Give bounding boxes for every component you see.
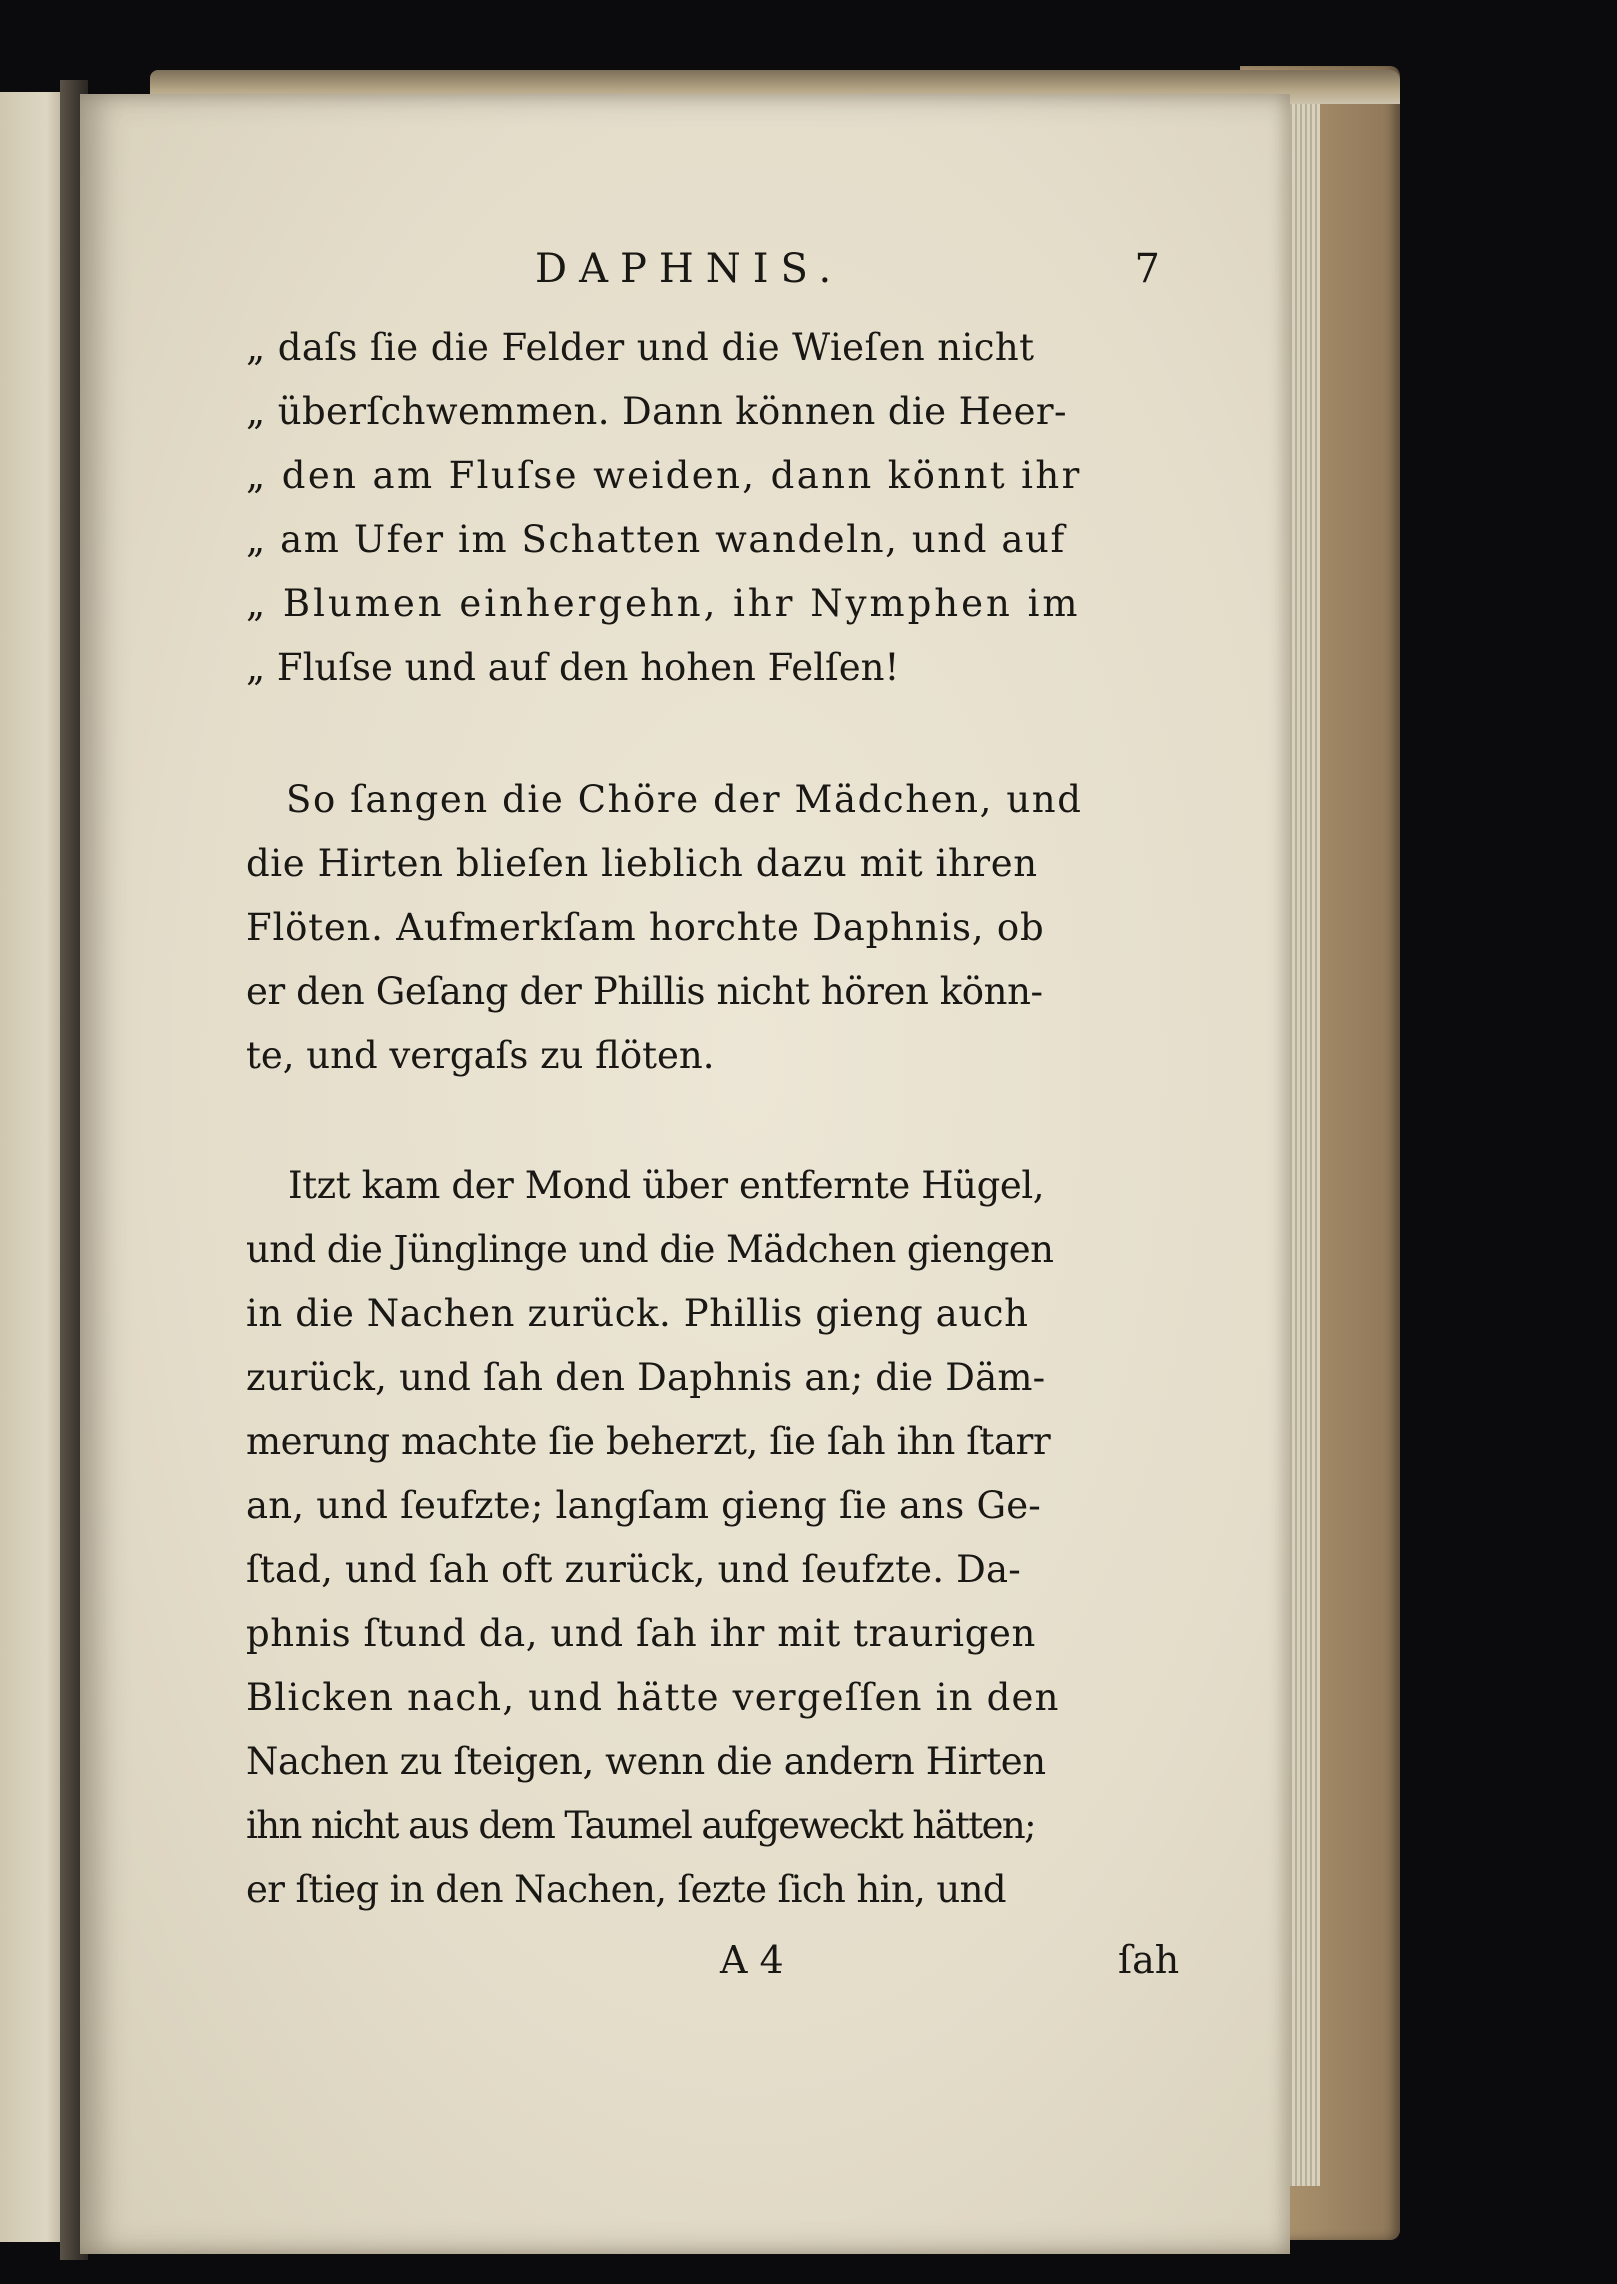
text-line: „ daſs ſie die Felder und die Wieſen nicht (246, 326, 1035, 369)
text-line: ihn nicht aus dem Taumel aufgeweckt hätten; (246, 1804, 1035, 1847)
page-header (280, 246, 1160, 306)
text-line: „ Blumen einhergehn, ihr Nymphen im (246, 582, 1081, 625)
running-title: DAPHNIS. (535, 246, 844, 292)
text-line: merung machte ſie beherzt, ſie ſah ihn ſtarr (246, 1420, 1051, 1463)
signature-mark: A 4 (720, 1938, 784, 1982)
text-line: ſtad, und ſah oft zurück, und ſeufzte. Da- (246, 1548, 1022, 1591)
text-line: te, und vergaſs zu flöten. (246, 1034, 715, 1077)
text-line: Flöten. Aufmerkſam horchte Daphnis, ob (246, 906, 1045, 949)
text-line: So ſangen die Chöre der Mädchen, und (286, 778, 1083, 821)
text-line: Blicken nach, und hätte vergeſſen in den (246, 1676, 1060, 1719)
facing-page-edge (0, 92, 66, 2242)
text-line: er den Geſang der Phillis nicht hören könn- (246, 970, 1043, 1013)
text-line: „ am Ufer im Schatten wandeln, und auf (246, 518, 1066, 561)
text-line: und die Jünglinge und die Mädchen giengen (246, 1228, 1054, 1271)
book-page (80, 94, 1290, 2254)
page-number: 7 (1134, 246, 1160, 292)
text-line: an, und ſeufzte; langſam gieng ſie ans Ge- (246, 1484, 1041, 1527)
text-line: zurück, und ſah den Daphnis an; die Däm- (246, 1356, 1046, 1399)
text-line: Nachen zu ſteigen, wenn die andern Hirten (246, 1740, 1046, 1783)
text-line: „ den am Fluſse weiden, dann könnt ihr (246, 454, 1082, 497)
text-line: die Hirten blieſen lieblich dazu mit ihren (246, 842, 1038, 885)
text-line: Itzt kam der Mond über entfernte Hügel, (288, 1164, 1045, 1207)
text-line: „ überſchwemmen. Dann können die Heer- (246, 390, 1067, 433)
text-line: er ſtieg in den Nachen, ſezte ſich hin, und (246, 1868, 1006, 1911)
text-line: in die Nachen zurück. Phillis gieng auch (246, 1292, 1029, 1335)
text-line: phnis ſtund da, und ſah ihr mit traurigen (246, 1612, 1036, 1655)
catchword: ſah (1118, 1938, 1180, 1982)
text-line: „ Fluſse und auf den hohen Felſen! (246, 646, 900, 689)
